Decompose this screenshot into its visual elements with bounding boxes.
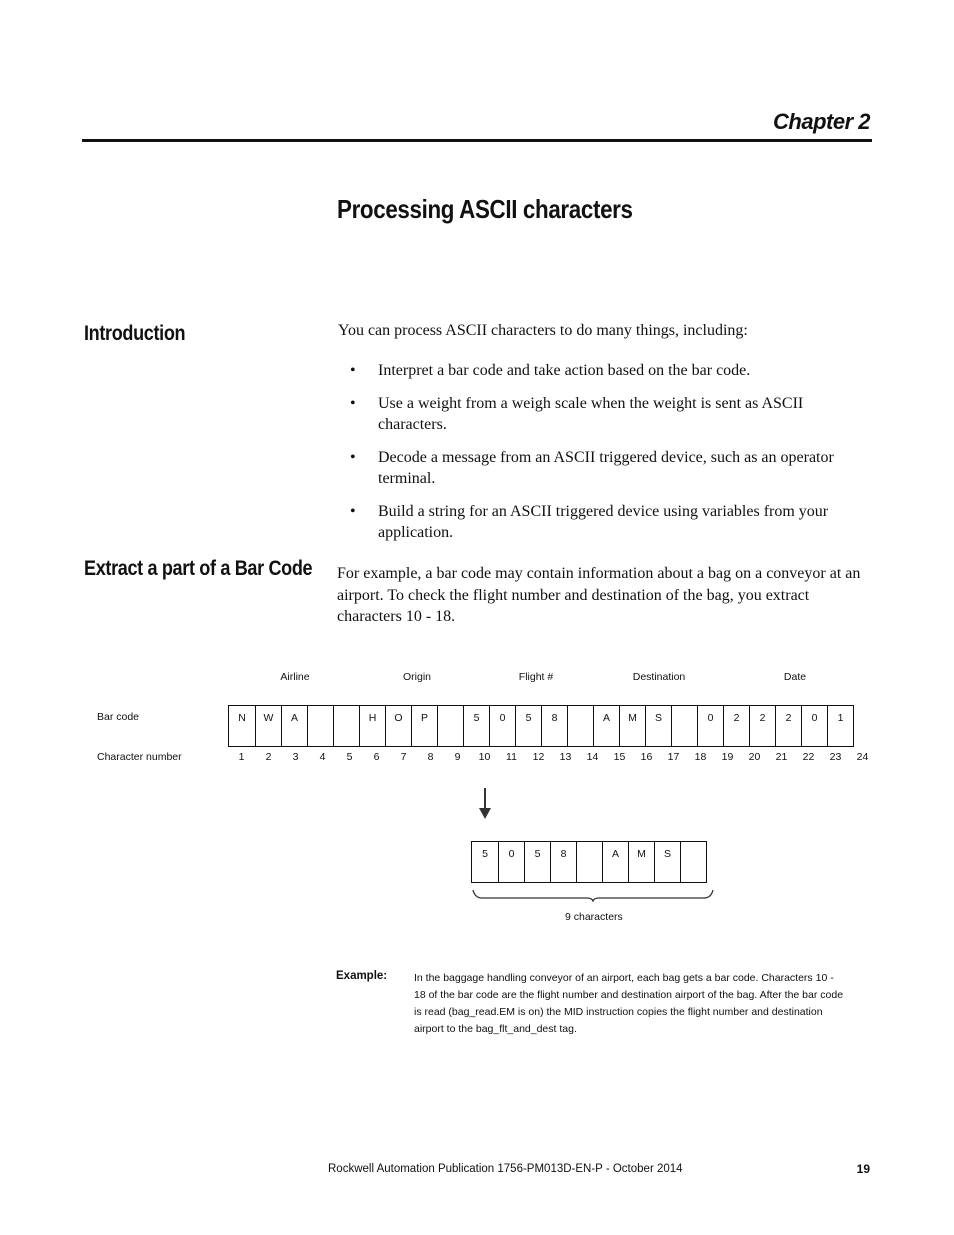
bar-code-cell: 5: [463, 706, 489, 746]
extracted-characters-cells: [471, 841, 707, 883]
bar-code-cell: [671, 706, 697, 746]
character-number: 3: [292, 751, 299, 763]
introduction-heading: Introduction: [84, 322, 186, 345]
extracted-cell: M: [628, 842, 654, 882]
list-item: [338, 501, 858, 544]
character-number: 1: [238, 751, 245, 763]
bar-code-cell: 2: [723, 706, 749, 746]
list-item: [338, 447, 858, 490]
bullet-icon: •: [350, 448, 356, 466]
character-number: 19: [721, 751, 734, 763]
result-caption: 9 characters: [565, 911, 623, 923]
bar-code-cell: O: [385, 706, 411, 746]
character-number: 9: [454, 751, 461, 763]
extracted-cell: [576, 842, 602, 882]
group-label-origin: Origin: [402, 671, 432, 683]
bar-code-cell: 0: [697, 706, 723, 746]
character-number: 5: [346, 751, 353, 763]
bar-code-cells: [228, 705, 854, 747]
page-title: Processing ASCII characters: [337, 194, 633, 224]
group-label-flight: Flight #: [518, 671, 554, 683]
character-number: 17: [667, 751, 680, 763]
bar-code-row-label: Bar code: [97, 711, 140, 723]
extracted-cell: A: [602, 842, 628, 882]
bar-code-cell: [437, 706, 463, 746]
character-number: 24: [856, 751, 869, 763]
bar-code-cell: 0: [489, 706, 515, 746]
character-number: 10: [478, 751, 491, 763]
character-number: 4: [319, 751, 326, 763]
character-number: 16: [640, 751, 653, 763]
extracted-cell: 8: [550, 842, 576, 882]
character-number: 23: [829, 751, 842, 763]
extracted-cell: 5: [482, 848, 488, 860]
extract-barcode-text: For example, a bar code may contain information about a bag on a conveyor at an airport. To check the flight number and destination of the bag, you extract characters 10 - 18.: [337, 565, 861, 625]
bar-code-cell: W: [255, 706, 281, 746]
character-number-row-label: Character number: [97, 751, 182, 763]
extracted-cell: S: [654, 842, 680, 882]
character-number: 18: [694, 751, 707, 763]
extracted-cell: 5: [524, 842, 550, 882]
bar-code-cell: S: [645, 706, 671, 746]
character-number: 6: [373, 751, 380, 763]
character-number: 22: [802, 751, 815, 763]
character-number: 20: [748, 751, 761, 763]
bar-code-cell: 5: [515, 706, 541, 746]
bullet-icon: •: [350, 394, 356, 412]
character-number: 13: [559, 751, 572, 763]
bar-code-cell: A: [593, 706, 619, 746]
chapter-divider: [82, 139, 872, 142]
character-number: 12: [532, 751, 545, 763]
bar-code-cell: 1: [827, 706, 853, 746]
introduction-lead: You can process ASCII characters to do many things, including:: [338, 322, 748, 339]
page-number: 19: [856, 1162, 870, 1176]
group-label-date: Date: [783, 671, 807, 683]
bullet-text: Decode a message from an ASCII triggered device, such as an operator terminal.: [378, 448, 834, 487]
bullet-text: Use a weight from a weigh scale when the weight is sent as ASCII characters.: [378, 394, 804, 433]
bar-code-cell: A: [281, 706, 307, 746]
footer-publication: Rockwell Automation Publication 1756-PM013D-EN-P - October 2014: [328, 1163, 683, 1175]
bullet-icon: •: [350, 362, 356, 379]
bar-code-cell: [567, 706, 593, 746]
example-text: In the baggage handling conveyor of an airport, each bag gets a bar code. Characters 10 - 18 of the bar code are the flight number and destination airport of the bag. After the bar code is read (bag_read.EM is on) the MID instruction copies the flight number and destination airport to the bag_flt_and_dest tag.: [414, 972, 844, 1035]
list-item: [338, 393, 858, 436]
example-label: Example:: [336, 970, 388, 982]
bar-code-cell: 2: [749, 706, 775, 746]
introduction-bullet-list: [338, 360, 858, 555]
chapter-label: Chapter 2: [773, 109, 870, 134]
bullet-text: Interpret a bar code and take action based on the bar code.: [378, 362, 751, 379]
bar-code-cell: [333, 706, 359, 746]
bar-code-cell: N: [238, 712, 246, 724]
bar-code-cell: 0: [801, 706, 827, 746]
character-number: 11: [506, 751, 517, 763]
character-number: 14: [586, 751, 599, 763]
bar-code-cell: [307, 706, 333, 746]
bar-code-cell: M: [619, 706, 645, 746]
bar-code-cell: H: [359, 706, 385, 746]
extracted-cell: [680, 842, 706, 882]
character-number: 8: [427, 751, 434, 763]
extract-barcode-heading: Extract a part of a Bar Code: [84, 557, 313, 580]
character-number: 2: [265, 751, 272, 763]
bar-code-cell: 2: [775, 706, 801, 746]
bullet-icon: •: [350, 502, 356, 520]
group-label-airline: Airline: [280, 671, 310, 683]
group-label-destination: Destination: [632, 671, 686, 683]
list-item: [338, 360, 858, 382]
character-numbers: [228, 751, 876, 763]
brace-icon: [472, 888, 714, 902]
extracted-cell: 0: [498, 842, 524, 882]
character-number: 15: [613, 751, 626, 763]
down-arrow-icon: [478, 788, 492, 820]
bar-code-cell: 8: [541, 706, 567, 746]
character-number: 21: [775, 751, 788, 763]
bullet-text: Build a string for an ASCII triggered device using variables from your application.: [378, 502, 829, 541]
character-number: 7: [400, 751, 407, 763]
bar-code-cell: P: [411, 706, 437, 746]
